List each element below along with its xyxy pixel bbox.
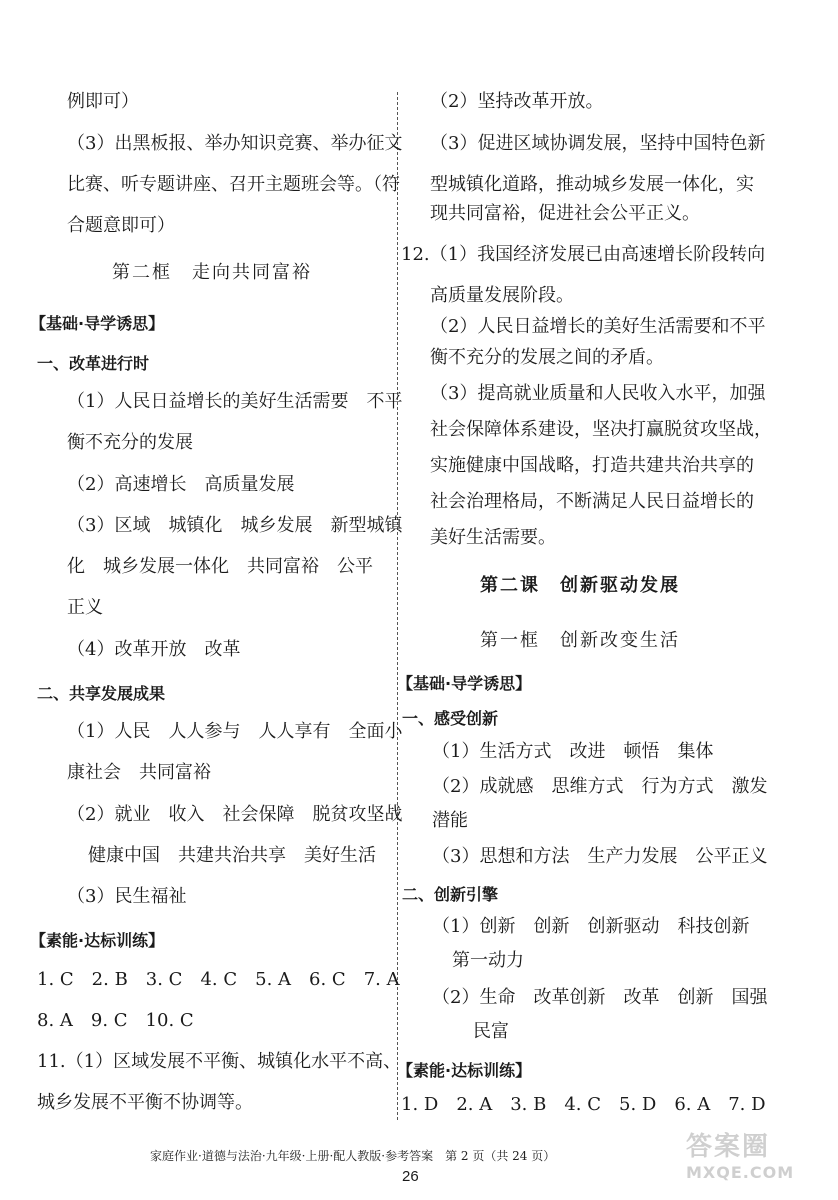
text-line: （3）民生福祉 [67,886,187,907]
answer-line: 8. A 9. C 10. C [37,1010,194,1031]
page-footer: 家庭作业·道德与法治·九年级·上册·配人教版·参考答案 第 2 页（共 24 页） [150,1149,556,1163]
watermark-url: MXQE.COM [686,1163,795,1182]
text-line: 正义 [67,597,103,618]
section-heading: 【素能·达标训练】 [30,931,165,950]
text-line: 第一动力 [452,950,524,971]
text-line: 健康中国 共建共治共享 美好生活 [88,845,376,866]
text-line: 民富 [473,1021,509,1042]
section-heading: 【基础·导学诱思】 [397,674,532,693]
text-line: 11.（1）区域发展不平衡、城镇化水平不高、 [37,1051,402,1072]
answer-line: 1. D 2. A 3. B 4. C 5. D 6. A 7. D [401,1094,766,1115]
subheading: 二、创新引擎 [402,885,499,904]
text-line: 康社会 共同富裕 [67,762,211,783]
text-line: 城乡发展不平衡不协调等。 [37,1092,253,1113]
text-line: 型城镇化道路，推动城乡发展一体化，实 [430,174,754,195]
section-heading: 【基础·导学诱思】 [30,314,165,333]
text-line: （3）促进区域协调发展，坚持中国特色新 [430,133,766,154]
text-line: 高质量发展阶段。 [430,285,574,306]
text-line: （2）成就感 思维方式 行为方式 激发 [432,776,768,797]
text-line: （3）提高就业质量和人民收入水平，加强 [430,383,766,404]
text-line: （2）人民日益增长的美好生活需要和不平 [430,316,766,337]
watermark-logo [686,1126,816,1186]
text-line: 潜能 [432,810,468,831]
text-line: （3）思想和方法 生产力发展 公平正义 [432,846,768,867]
text-line: 现共同富裕，促进社会公平正义。 [430,203,700,224]
column-divider [397,92,398,1120]
text-line: （2）高速增长 高质量发展 [67,474,295,495]
text-line: 例即可） [67,91,139,112]
text-line: 比赛、听专题讲座、召开主题班会等。（符 [67,174,400,195]
section-heading: 【素能·达标训练】 [397,1061,532,1080]
text-line: （1）创新 创新 创新驱动 科技创新 [432,916,750,937]
section-title: 第二框 走向共同富裕 [112,262,312,283]
subheading: 一、感受创新 [402,709,499,728]
text-line: （3）区域 城镇化 城乡发展 新型城镇 [67,515,403,536]
answer-line: 1. C 2. B 3. C 4. C 5. A 6. C 7. A [37,969,400,990]
text-line: （1）生活方式 改进 顿悟 集体 [432,741,714,762]
lesson-title: 第二课 创新驱动发展 [480,575,680,596]
text-line: 社会治理格局，不断满足人民日益增长的 [430,491,754,512]
text-line: （2）生命 改革创新 改革 创新 国强 [432,987,768,1008]
text-line: （2）就业 收入 社会保障 脱贫攻坚战 [67,804,403,825]
text-line: 美好生活需要。 [430,527,556,548]
text-line: （2）坚持改革开放。 [430,91,604,112]
text-line: 化 城乡发展一体化 共同富裕 公平 [67,556,373,577]
text-line: （3）出黑板报、举办知识竞赛、举办征文 [67,133,403,154]
text-line: （1）人民 人人参与 人人享有 全面小 [67,721,403,742]
text-line: 实施健康中国战略，打造共建共治共享的 [430,455,754,476]
text-line: 衡不充分的发展之间的矛盾。 [430,347,664,368]
text-line: （1）人民日益增长的美好生活需要 不平 [67,391,403,412]
watermark-text: 答案圈 [686,1132,771,1162]
text-line: （4）改革开放 改革 [67,639,241,660]
text-line: 合题意即可） [67,215,175,236]
text-line: 12.（1）我国经济发展已由高速增长阶段转向 [401,244,766,265]
section-title: 第一框 创新改变生活 [480,630,680,651]
text-line: 衡不充分的发展 [67,432,193,453]
text-line: 社会保障体系建设，坚决打赢脱贫攻坚战， [430,419,772,440]
subheading: 二、共享发展成果 [37,684,166,703]
page-number: 26 [402,1168,419,1185]
subheading: 一、改革进行时 [37,354,150,373]
